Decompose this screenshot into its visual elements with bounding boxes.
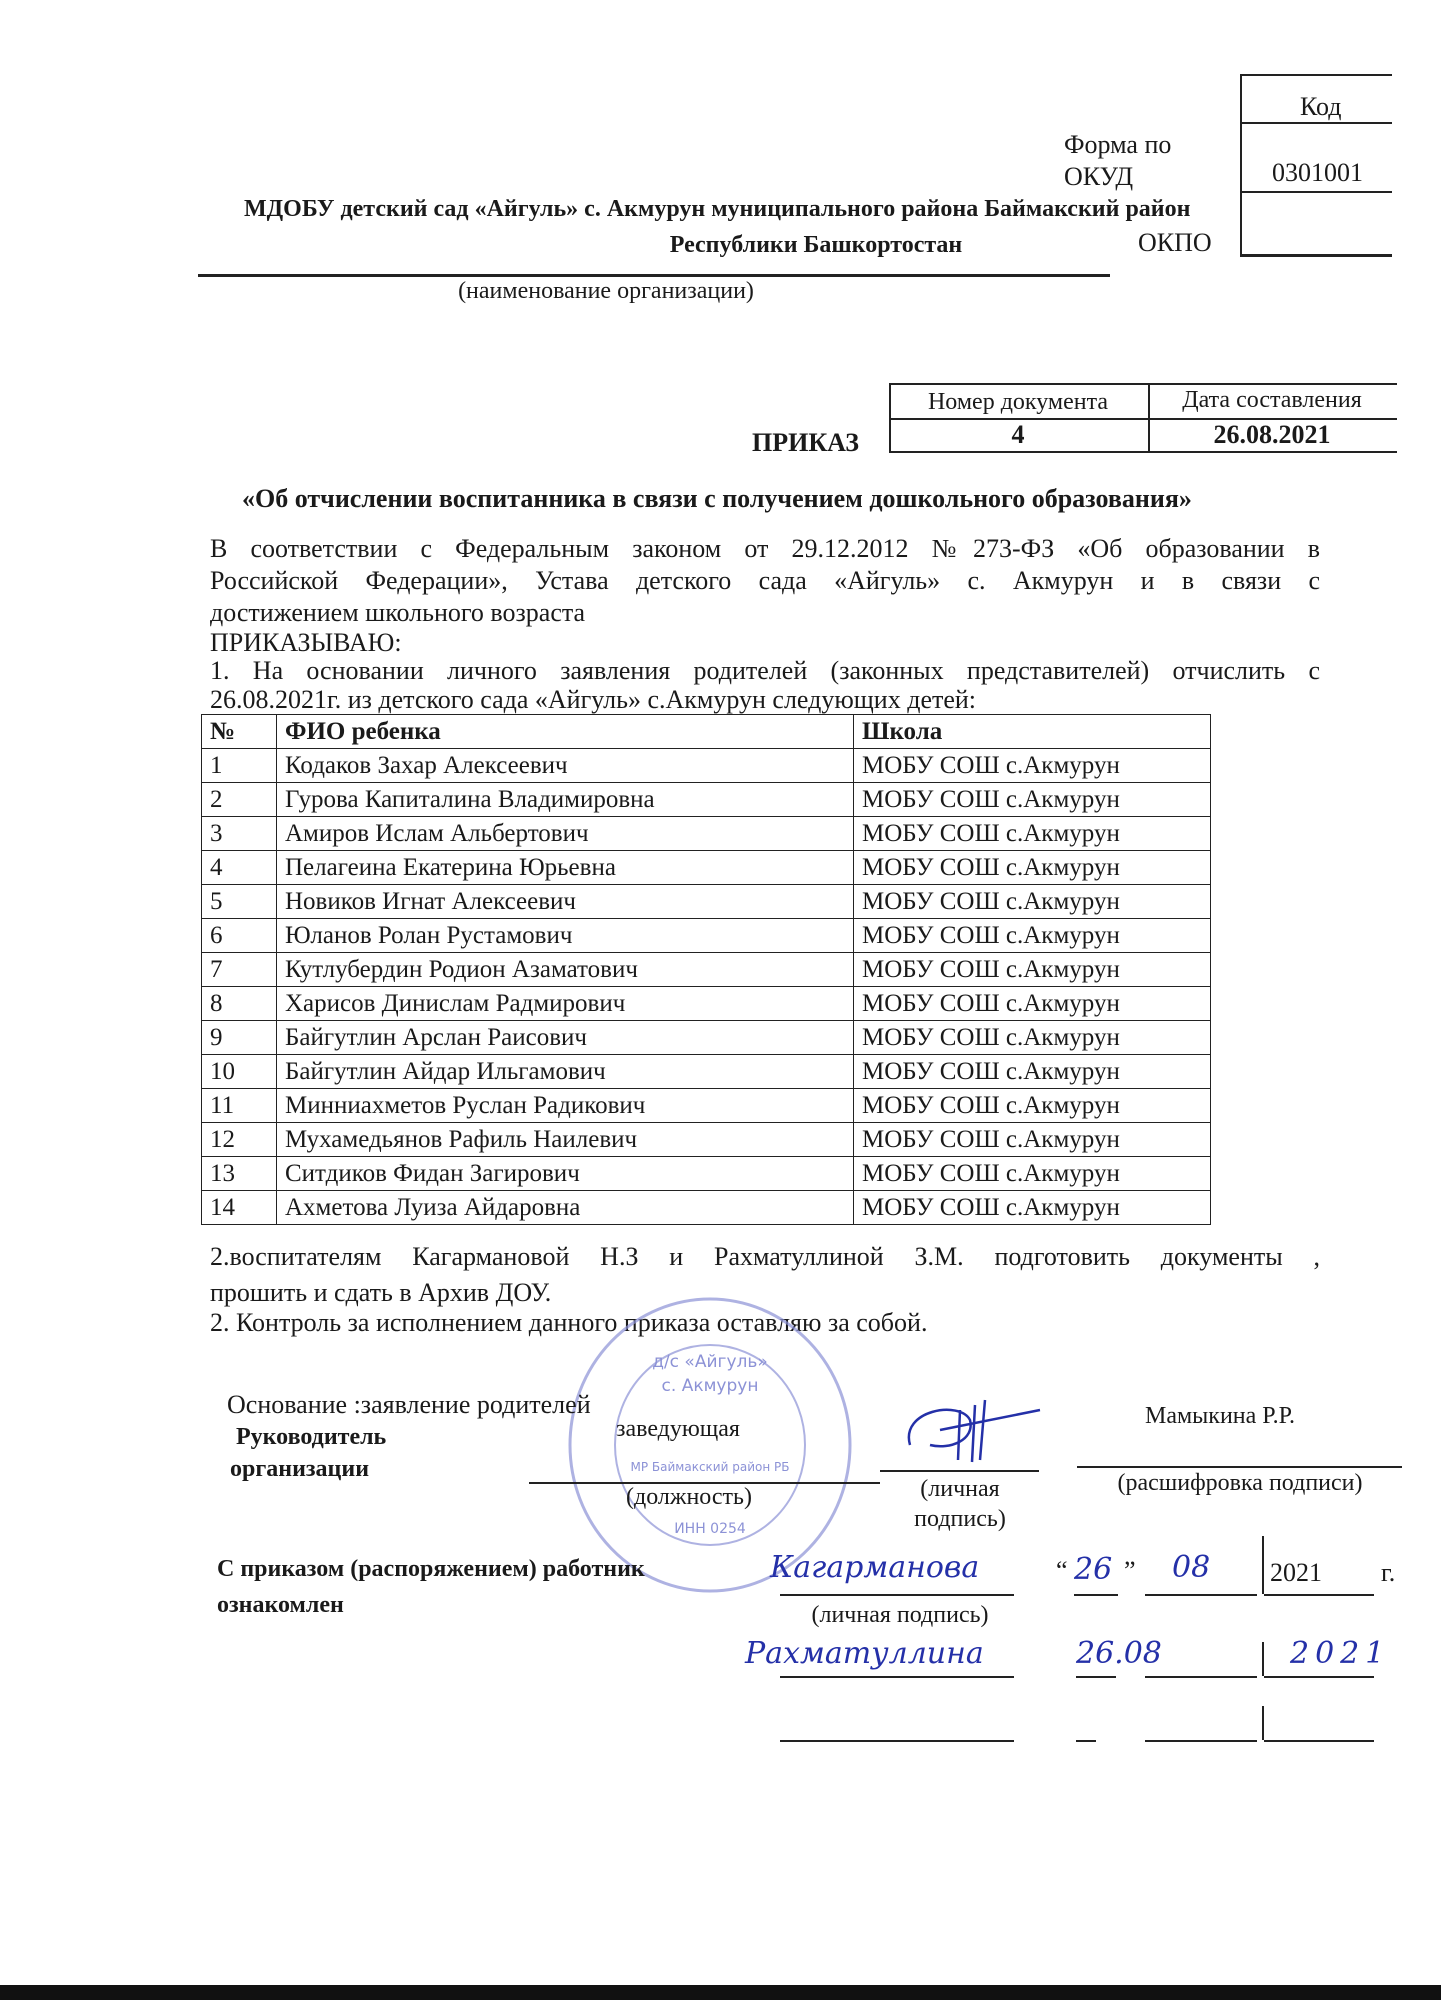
row-number: 4 bbox=[202, 851, 277, 885]
child-name: Ахметова Луиза Айдаровна bbox=[277, 1191, 854, 1225]
child-name: Мухамедьянов Рафиль Наилевич bbox=[277, 1123, 854, 1157]
child-name: Ситдиков Фидан Загирович bbox=[277, 1157, 854, 1191]
school-name: МОБУ СОШ с.Акмурун bbox=[854, 1055, 1211, 1089]
table-row bbox=[202, 851, 1211, 885]
item-1-line: 1. На основании личного заявления родителей (законных представителей) отчислить с bbox=[210, 656, 1320, 685]
table-row bbox=[202, 987, 1211, 1021]
item-2-line: 2.воспитателям Кагармановой Н.З и Рахматуллиной З.М. подготовить документы , bbox=[210, 1242, 1320, 1271]
row-number: 5 bbox=[202, 885, 277, 919]
form-label: Форма по bbox=[1064, 130, 1172, 159]
item-1-line: 26.08.2021г. из детского сада «Айгуль» с.Акмурун следующих детей: bbox=[210, 685, 977, 714]
ack-signature: Кагарманова bbox=[770, 1550, 980, 1585]
org-name-line-1: МДОБУ детский сад «Айгуль» с. Акмурун муниципального района Баймакский район bbox=[244, 196, 1191, 222]
school-name: МОБУ СОШ с.Акмурун bbox=[854, 987, 1211, 1021]
quote-open: “ bbox=[1056, 1556, 1068, 1585]
paragraph-line: Российской Федерации», Устава детского сада «Айгуль» с. Акмурун и в связи с bbox=[210, 566, 1320, 595]
day-line bbox=[1076, 1740, 1096, 1742]
ack-day: 26 bbox=[1074, 1552, 1113, 1587]
name-caption: (расшифровка подписи) bbox=[1117, 1470, 1363, 1496]
doc-number-header: Номер документа bbox=[927, 389, 1109, 415]
doc-date: 26.08.2021 bbox=[1213, 420, 1331, 449]
table-row bbox=[202, 783, 1211, 817]
child-name: Амиров Ислам Альбертович bbox=[277, 817, 854, 851]
year-divider bbox=[1262, 1536, 1264, 1594]
school-name: МОБУ СОШ с.Акмурун bbox=[854, 885, 1211, 919]
okud-label: ОКУД bbox=[1064, 162, 1134, 191]
table-row bbox=[202, 885, 1211, 919]
school-name: МОБУ СОШ с.Акмурун bbox=[854, 1191, 1211, 1225]
row-number: 2 bbox=[202, 783, 277, 817]
ack-signature-line bbox=[780, 1594, 1014, 1596]
item-2-line: прошить и сдать в Архив ДОУ. bbox=[210, 1278, 552, 1307]
basis-text: Основание :заявление родителей bbox=[227, 1390, 591, 1419]
code-box-divider bbox=[1240, 191, 1392, 193]
stamp-text: ИНН 0254 bbox=[674, 1521, 746, 1537]
header-school: Школа bbox=[854, 715, 1211, 749]
month-line bbox=[1145, 1594, 1257, 1596]
ack-signature-line bbox=[780, 1676, 1014, 1678]
order-box-left bbox=[889, 383, 891, 453]
ack-signature: Рахматуллина bbox=[745, 1636, 984, 1671]
child-name: Байгутлин Арслан Раисович bbox=[277, 1021, 854, 1055]
position-caption: (должность) bbox=[626, 1484, 752, 1510]
doc-date-header: Дата составления bbox=[1182, 387, 1362, 413]
paragraph-line: достижением школьного возраста bbox=[210, 598, 586, 627]
paragraph-line: В соответствии с Федеральным законом от 29.12.2012 №273-ФЗ «Об образовании в bbox=[210, 534, 1320, 563]
stamp-text: МР Баймакский район РБ bbox=[630, 1460, 790, 1474]
table-row bbox=[202, 749, 1211, 783]
row-number: 11 bbox=[202, 1089, 277, 1123]
school-name: МОБУ СОШ с.Акмурун bbox=[854, 851, 1211, 885]
child-name: Кутлубердин Родион Азаматович bbox=[277, 953, 854, 987]
name-line bbox=[1077, 1466, 1402, 1468]
child-name: Байгутлин Айдар Ильгамович bbox=[277, 1055, 854, 1089]
order-word: ПРИКАЗЫВАЮ: bbox=[210, 628, 402, 657]
header-name: ФИО ребенка bbox=[277, 715, 854, 749]
stamp-text: с. Акмурун bbox=[661, 1376, 759, 1396]
table-row bbox=[202, 1055, 1211, 1089]
ack-year: 2021 bbox=[1270, 1558, 1322, 1587]
table-row bbox=[202, 953, 1211, 987]
table-row bbox=[202, 1157, 1211, 1191]
school-name: МОБУ СОШ с.Акмурун bbox=[854, 749, 1211, 783]
month-line bbox=[1145, 1676, 1257, 1678]
okpo-label: ОКПО bbox=[1138, 228, 1212, 257]
row-number: 12 bbox=[202, 1123, 277, 1157]
year-line bbox=[1264, 1676, 1374, 1678]
ack-month: 08 bbox=[1172, 1550, 1211, 1585]
code-box-left-border bbox=[1240, 74, 1242, 256]
year-line bbox=[1264, 1594, 1374, 1596]
org-name-caption: (наименование организации) bbox=[458, 278, 754, 304]
child-name: Пелагеина Екатерина Юрьевна bbox=[277, 851, 854, 885]
table-row bbox=[202, 1021, 1211, 1055]
table-row bbox=[202, 817, 1211, 851]
org-name-line-2: Республики Башкортостан bbox=[669, 232, 963, 258]
row-number: 3 bbox=[202, 817, 277, 851]
signature-line bbox=[880, 1470, 1039, 1472]
school-name: МОБУ СОШ с.Акмурун bbox=[854, 1157, 1211, 1191]
ack-label: ознакомлен bbox=[217, 1592, 344, 1618]
org-name-underline bbox=[198, 274, 1110, 277]
ack-year: 2021 bbox=[1290, 1636, 1391, 1671]
order-box-mid bbox=[1148, 383, 1150, 453]
table-row bbox=[202, 1089, 1211, 1123]
table-row bbox=[202, 1123, 1211, 1157]
year-divider bbox=[1262, 1706, 1264, 1740]
row-number: 9 bbox=[202, 1021, 277, 1055]
code-box-top-border bbox=[1240, 74, 1392, 76]
stamp-text: д/с «Айгуль» bbox=[652, 1352, 768, 1372]
child-name: Харисов Динислам Радмирович bbox=[277, 987, 854, 1021]
order-box-top bbox=[889, 383, 1397, 385]
signature-caption: (личная bbox=[920, 1476, 1000, 1502]
order-box-bottom bbox=[889, 451, 1397, 453]
head-signature bbox=[900, 1390, 1050, 1470]
row-number: 13 bbox=[202, 1157, 277, 1191]
school-name: МОБУ СОШ с.Акмурун bbox=[854, 783, 1211, 817]
row-number: 6 bbox=[202, 919, 277, 953]
ack-signature-line bbox=[780, 1740, 1014, 1742]
children-table bbox=[201, 714, 1211, 1225]
scan-edge bbox=[0, 1985, 1441, 2000]
year-divider bbox=[1262, 1642, 1264, 1676]
year-line bbox=[1264, 1740, 1374, 1742]
table-row bbox=[202, 919, 1211, 953]
row-number: 8 bbox=[202, 987, 277, 1021]
year-suffix: г. bbox=[1381, 1558, 1396, 1587]
code-box-divider bbox=[1240, 122, 1392, 124]
quote-close: ” bbox=[1124, 1556, 1136, 1585]
row-number: 1 bbox=[202, 749, 277, 783]
order-label: ПРИКАЗ bbox=[752, 428, 860, 457]
school-name: МОБУ СОШ с.Акмурун bbox=[854, 953, 1211, 987]
month-line bbox=[1145, 1740, 1257, 1742]
ack-caption: (личная подпись) bbox=[811, 1602, 989, 1628]
row-number: 14 bbox=[202, 1191, 277, 1225]
row-number: 7 bbox=[202, 953, 277, 987]
school-name: МОБУ СОШ с.Акмурун bbox=[854, 1021, 1211, 1055]
head-label: организации bbox=[230, 1456, 370, 1482]
item-3: 2. Контроль за исполнением данного приказа оставляю за собой. bbox=[210, 1308, 928, 1337]
child-name: Гурова Капиталина Владимировна bbox=[277, 783, 854, 817]
code-label: Код bbox=[1300, 92, 1342, 121]
head-position: заведующая bbox=[616, 1416, 740, 1442]
table-header-row bbox=[202, 715, 1211, 749]
okud-code: 0301001 bbox=[1272, 158, 1363, 187]
head-label: Руководитель bbox=[236, 1424, 387, 1450]
school-name: МОБУ СОШ с.Акмурун bbox=[854, 919, 1211, 953]
head-name: Мамыкина Р.Р. bbox=[1145, 1403, 1295, 1429]
doc-number: 4 bbox=[1011, 420, 1025, 449]
ack-date: 26.08 bbox=[1076, 1636, 1162, 1671]
school-name: МОБУ СОШ с.Акмурун bbox=[854, 1089, 1211, 1123]
header-number: № bbox=[202, 715, 277, 749]
child-name: Юланов Ролан Рустамович bbox=[277, 919, 854, 953]
child-name: Минниахметов Руслан Радикович bbox=[277, 1089, 854, 1123]
school-name: МОБУ СОШ с.Акмурун bbox=[854, 817, 1211, 851]
child-name: Кодаков Захар Алексеевич bbox=[277, 749, 854, 783]
row-number: 10 bbox=[202, 1055, 277, 1089]
order-title: «Об отчислении воспитанника в связи с получением дошкольного образования» bbox=[242, 484, 1192, 513]
table-row bbox=[202, 1191, 1211, 1225]
child-name: Новиков Игнат Алексеевич bbox=[277, 885, 854, 919]
signature-caption: подпись) bbox=[914, 1506, 1006, 1532]
day-line bbox=[1076, 1676, 1116, 1678]
ack-label: С приказом (распоряжением) работник bbox=[217, 1556, 645, 1582]
day-line bbox=[1074, 1594, 1118, 1596]
code-box-bottom-border bbox=[1240, 254, 1392, 257]
school-name: МОБУ СОШ с.Акмурун bbox=[854, 1123, 1211, 1157]
